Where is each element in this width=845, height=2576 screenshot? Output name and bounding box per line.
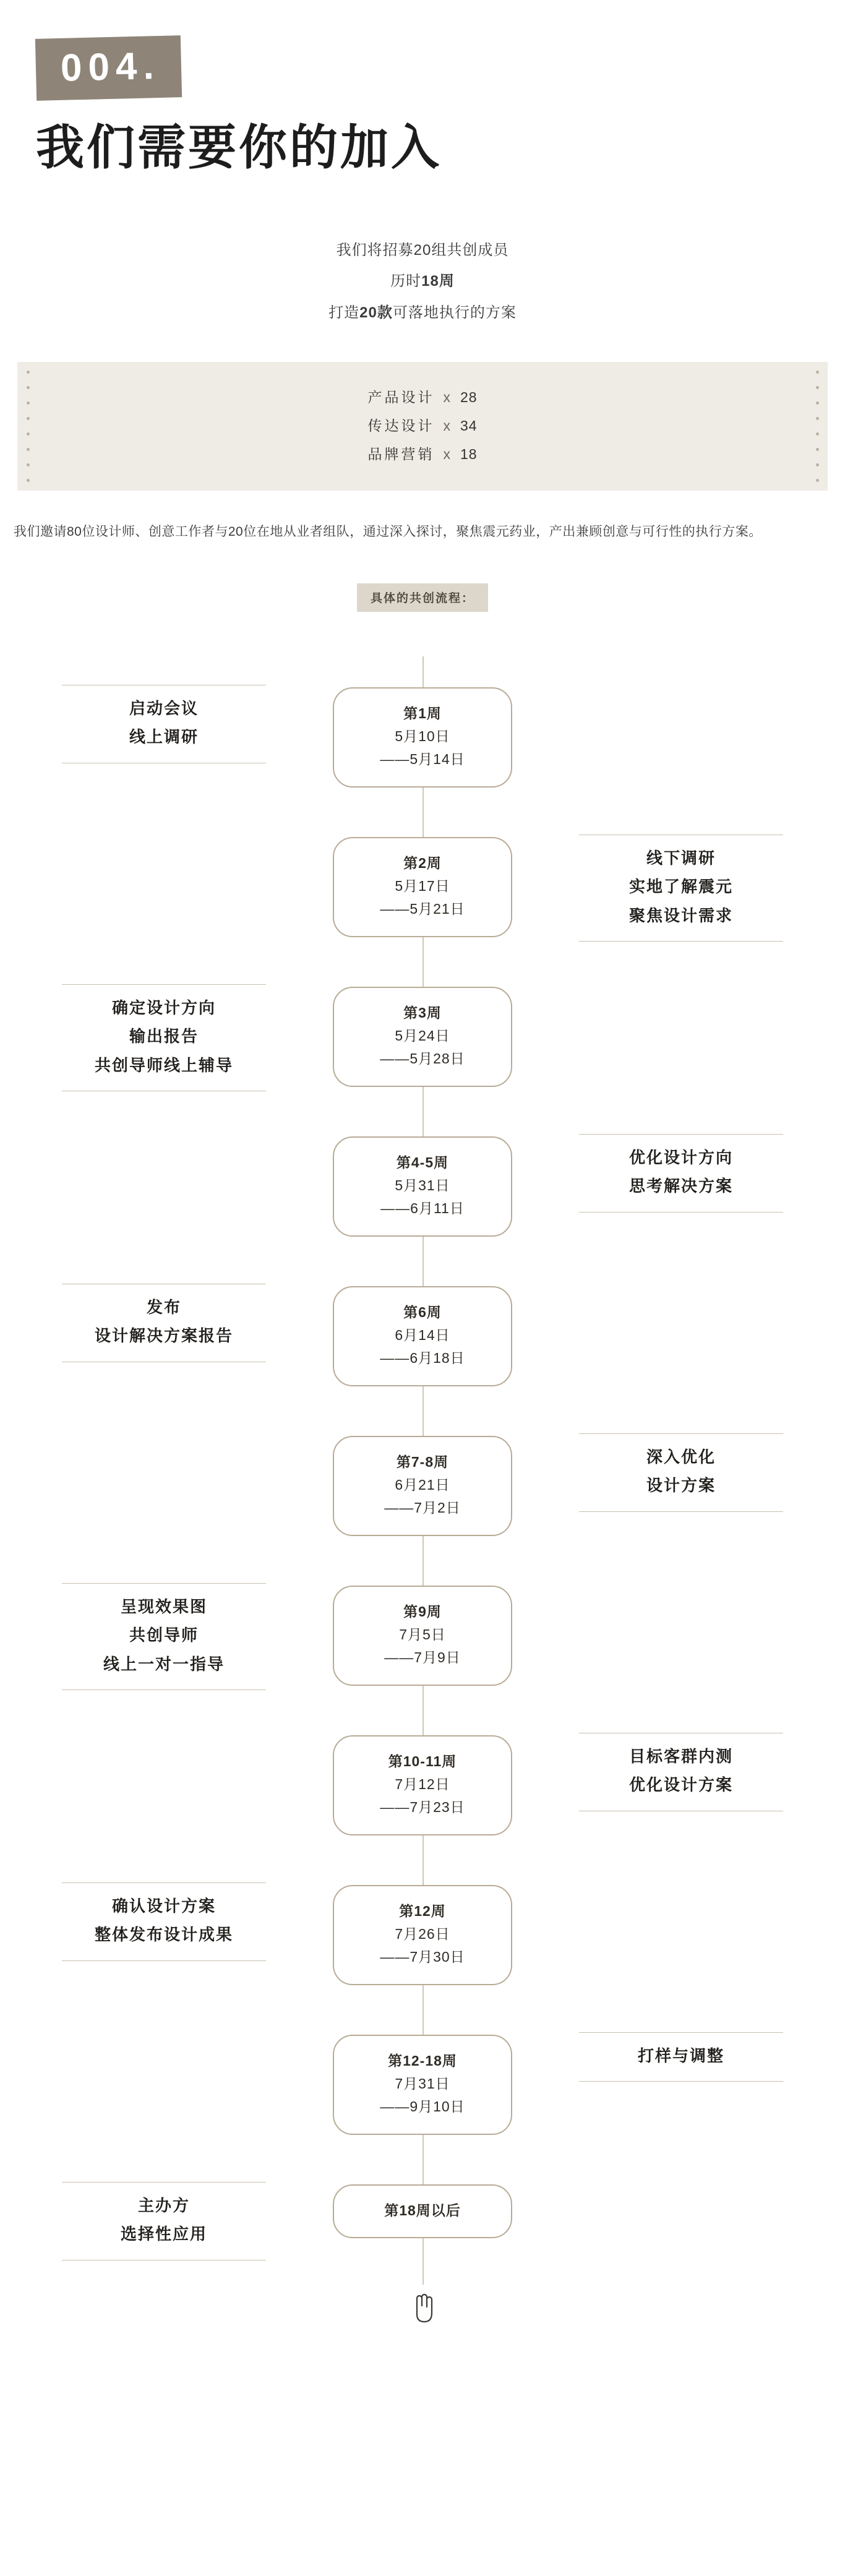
timeline-node <box>333 1735 512 1835</box>
intro-line-2-bold: 18周 <box>421 273 455 290</box>
timeline-row <box>0 1255 845 1405</box>
intro-line-3-suffix: 可落地执行的方案 <box>392 304 517 321</box>
timeline-side-label <box>62 1284 266 1362</box>
timeline-side-label <box>62 1583 266 1690</box>
timeline-node <box>333 837 512 937</box>
timeline-row <box>0 656 845 806</box>
side-line: 优化设计方向 <box>628 1148 733 1167</box>
section-tag-label: 具体的共创流程： <box>357 583 488 612</box>
section-number-label: 004. <box>35 35 182 101</box>
timeline-side-label <box>579 1134 783 1213</box>
timeline-row <box>0 2153 845 2303</box>
side-line: 深入优化 <box>646 1447 716 1466</box>
node-date-start: 7月5日 <box>399 1626 446 1643</box>
node-date-start: 7月12日 <box>395 1776 450 1793</box>
side-line: 线上一对一指导 <box>103 1654 225 1673</box>
side-line: 共创导师 <box>129 1626 199 1645</box>
node-week: 第9周 <box>403 1603 442 1620</box>
node-date-start: 6月21日 <box>395 1477 450 1493</box>
timeline-node <box>333 1136 512 1237</box>
timeline-node <box>333 2035 512 2135</box>
intro-block <box>0 235 845 328</box>
node-date-end: ——5月28日 <box>380 1050 465 1067</box>
node-date-end: ——9月10日 <box>380 2098 465 2115</box>
timeline-node <box>333 987 512 1087</box>
intro-line-3-bold: 20款 <box>359 304 393 321</box>
node-date-start: 5月31日 <box>395 1177 450 1194</box>
timeline-side-label <box>62 1883 266 1961</box>
side-line: 打样与调整 <box>637 2046 724 2065</box>
intro-line-2-prefix: 历时 <box>390 273 422 290</box>
node-date-start: 7月26日 <box>395 1926 450 1943</box>
header <box>0 0 845 174</box>
side-line: 设计解决方案报告 <box>94 1326 233 1346</box>
hand-cursor-icon <box>408 2291 438 2325</box>
stat-multiply-sign: x <box>443 389 452 405</box>
node-week: 第7-8周 <box>396 1453 449 1470</box>
node-week: 第6周 <box>403 1303 442 1320</box>
timeline-node <box>333 2184 512 2238</box>
stat-row <box>17 440 828 468</box>
page-title: 我们需要你的加入 <box>36 120 442 174</box>
stat-multiply-sign: x <box>443 445 452 462</box>
node-date-start: 7月31日 <box>395 2076 450 2092</box>
timeline-node <box>333 1286 512 1386</box>
side-line: 启动会议 <box>129 698 199 718</box>
node-date-start: 5月17日 <box>395 878 450 895</box>
timeline-side-label <box>62 2182 266 2260</box>
timeline-row <box>0 806 845 956</box>
side-line: 确定设计方向 <box>111 998 216 1017</box>
side-line: 共创导师线上辅导 <box>94 1055 233 1075</box>
section-tag-wrap <box>0 583 845 612</box>
node-week: 第2周 <box>403 854 442 871</box>
description-paragraph: 我们邀请80位设计师、创意工作者与20位在地从业者组队，通过深入探讨，聚焦震元药业，产出兼顾创意与可行性的执行方案。 <box>14 524 762 539</box>
side-line: 思考解决方案 <box>628 1177 733 1196</box>
timeline-row <box>0 1555 845 1704</box>
node-date-start: 6月14日 <box>395 1327 450 1344</box>
node-week: 第12-18周 <box>388 2052 457 2069</box>
side-line: 发布 <box>146 1297 181 1316</box>
node-week: 第12周 <box>399 1902 446 1919</box>
timeline-side-label <box>579 1433 783 1512</box>
timeline <box>0 656 845 2359</box>
stat-count: 34 <box>460 417 478 434</box>
stat-row <box>17 411 828 440</box>
timeline-side-label <box>579 835 783 942</box>
node-week: 第4-5周 <box>396 1154 449 1170</box>
timeline-row <box>0 1704 845 1854</box>
node-week: 第10-11周 <box>388 1753 457 1769</box>
timeline-row <box>0 1405 845 1555</box>
intro-line-3-prefix: 打造 <box>328 304 360 321</box>
side-line: 聚焦设计需求 <box>628 906 733 925</box>
intro-line-3 <box>0 298 845 328</box>
timeline-row <box>0 956 845 1106</box>
side-line: 优化设计方案 <box>628 1775 733 1795</box>
side-line: 选择性应用 <box>120 2225 207 2244</box>
node-week: 第18周以后 <box>384 2202 461 2218</box>
node-date-end: ——7月2日 <box>384 1500 461 1516</box>
intro-line-2 <box>0 266 845 297</box>
stat-count: 18 <box>460 445 478 462</box>
timeline-row <box>0 1854 845 2004</box>
timeline-node <box>333 1586 512 1686</box>
stat-multiply-sign: x <box>443 417 452 434</box>
panel-dots-right <box>815 371 819 482</box>
stat-label: 品牌营销 <box>367 445 435 462</box>
node-date-end: ——5月14日 <box>380 751 465 768</box>
timeline-side-label <box>579 2032 783 2082</box>
node-week: 第1周 <box>403 705 442 721</box>
side-line: 线下调研 <box>646 848 716 867</box>
timeline-row <box>0 2004 845 2153</box>
node-date-end: ——6月11日 <box>380 1200 465 1217</box>
side-line: 目标客群内测 <box>628 1746 733 1766</box>
stat-row <box>17 383 828 411</box>
node-date-end: ——6月18日 <box>380 1350 465 1367</box>
section-number-badge <box>35 35 182 101</box>
intro-line-1: 我们将招募20组共创成员 <box>336 241 509 259</box>
timeline-node <box>333 687 512 788</box>
side-line: 呈现效果图 <box>120 1597 207 1616</box>
node-week: 第3周 <box>403 1004 442 1021</box>
node-date-end: ——7月30日 <box>380 1949 465 1965</box>
panel-dots-left <box>26 371 30 482</box>
node-date-end: ——7月9日 <box>384 1649 461 1666</box>
side-line: 主办方 <box>137 2196 190 2215</box>
side-line: 线上调研 <box>129 728 199 747</box>
side-line: 确认设计方案 <box>111 1896 216 1915</box>
timeline-node <box>333 1436 512 1536</box>
timeline-side-label <box>62 685 266 763</box>
stat-label: 产品设计 <box>367 389 435 405</box>
timeline-node <box>333 1885 512 1985</box>
node-date-end: ——5月21日 <box>380 901 465 917</box>
stat-label: 传达设计 <box>367 417 435 434</box>
timeline-side-label <box>579 1733 783 1811</box>
timeline-row <box>0 1106 845 1255</box>
timeline-side-label <box>62 984 266 1091</box>
side-line: 设计方案 <box>646 1476 716 1495</box>
side-line: 输出报告 <box>129 1027 199 1046</box>
recruitment-stats-panel <box>17 362 828 491</box>
side-line: 实地了解震元 <box>628 877 733 896</box>
stat-count: 28 <box>460 389 478 405</box>
node-date-end: ——7月23日 <box>380 1799 465 1816</box>
side-line: 整体发布设计成果 <box>94 1925 233 1944</box>
node-date-start: 5月10日 <box>395 728 450 745</box>
node-date-start: 5月24日 <box>395 1028 450 1044</box>
